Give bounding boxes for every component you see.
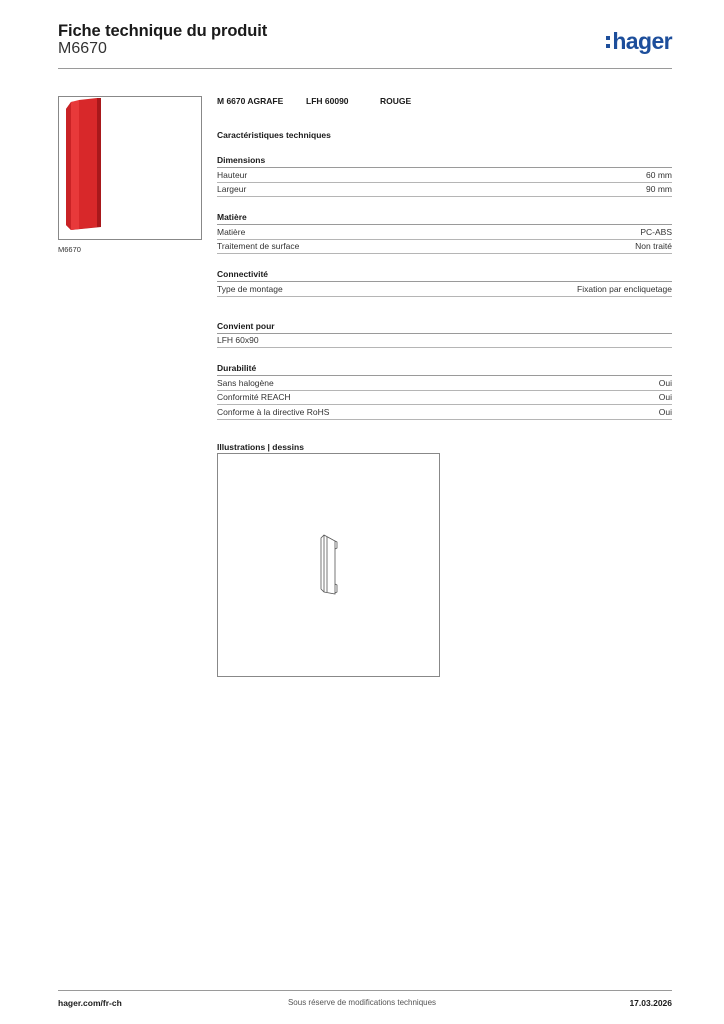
group-title: Convient pour: [217, 321, 672, 334]
spec-value: Fixation par encliquetage: [577, 283, 672, 294]
clip-line-drawing: [218, 454, 439, 676]
hager-logo: [606, 28, 672, 55]
logo-colon-icon: [606, 36, 610, 48]
footer-date: 17.03.2026: [629, 998, 672, 1008]
product-line: [217, 96, 672, 108]
spec-row: [217, 168, 672, 183]
product-range: LFH 60090: [306, 96, 349, 106]
spec-row: [217, 376, 672, 391]
spec-row: [217, 334, 672, 349]
group-compatible: [217, 321, 672, 349]
group-title: Dimensions: [217, 155, 672, 168]
group-durability: [217, 363, 672, 420]
spec-value: 90 mm: [646, 184, 672, 195]
logo-text: hager: [612, 28, 672, 54]
product-photo: [58, 96, 202, 240]
spec-label: Conformité REACH: [217, 392, 291, 403]
spec-value: PC-ABS: [640, 226, 672, 237]
illustration-drawing: [217, 453, 440, 677]
spec-value: Non traité: [635, 241, 672, 252]
technical-specs: [217, 96, 672, 452]
footer-website-link[interactable]: hager.com/fr-ch: [58, 998, 122, 1008]
spec-label: Type de montage: [217, 283, 283, 294]
footer-disclaimer: Sous réserve de modifications techniques: [287, 998, 437, 1007]
photo-caption: M6670: [58, 245, 81, 254]
spec-label: Sans halogène: [217, 377, 274, 388]
spec-label: Matière: [217, 226, 246, 237]
spec-value: Oui: [658, 406, 672, 417]
footer-divider: [58, 990, 672, 991]
spec-row: [217, 225, 672, 240]
header-divider: [58, 68, 672, 69]
spec-row: [217, 405, 672, 420]
spec-row: [217, 282, 672, 297]
spec-label: Largeur: [217, 184, 247, 195]
product-clip-image: [59, 97, 201, 239]
spec-label: Hauteur: [217, 169, 248, 180]
spec-value: 60 mm: [646, 169, 672, 180]
spec-value: Oui: [658, 377, 672, 388]
spec-value: Oui: [658, 392, 672, 403]
spec-label: Conforme à la directive RoHS: [217, 406, 330, 417]
group-dimensions: [217, 155, 672, 197]
page-title: Fiche technique du produit: [58, 22, 268, 40]
group-title: Connectivité: [217, 269, 672, 282]
spec-label: Traitement de surface: [217, 241, 300, 252]
illustrations-heading: Illustrations | dessins: [217, 441, 304, 452]
spec-row: [217, 183, 672, 198]
product-reference: M6670: [58, 40, 107, 57]
group-title: Durabilité: [217, 363, 672, 376]
specs-heading: Caractéristiques techniques: [217, 130, 331, 140]
group-title: Matière: [217, 212, 672, 225]
spec-row: [217, 391, 672, 406]
product-color: ROUGE: [380, 96, 412, 106]
spec-label: LFH 60x90: [217, 335, 259, 346]
group-material: [217, 212, 672, 254]
spec-row: [217, 240, 672, 255]
product-code: M 6670 AGRAFE: [217, 96, 284, 106]
group-connectivity: [217, 269, 672, 297]
